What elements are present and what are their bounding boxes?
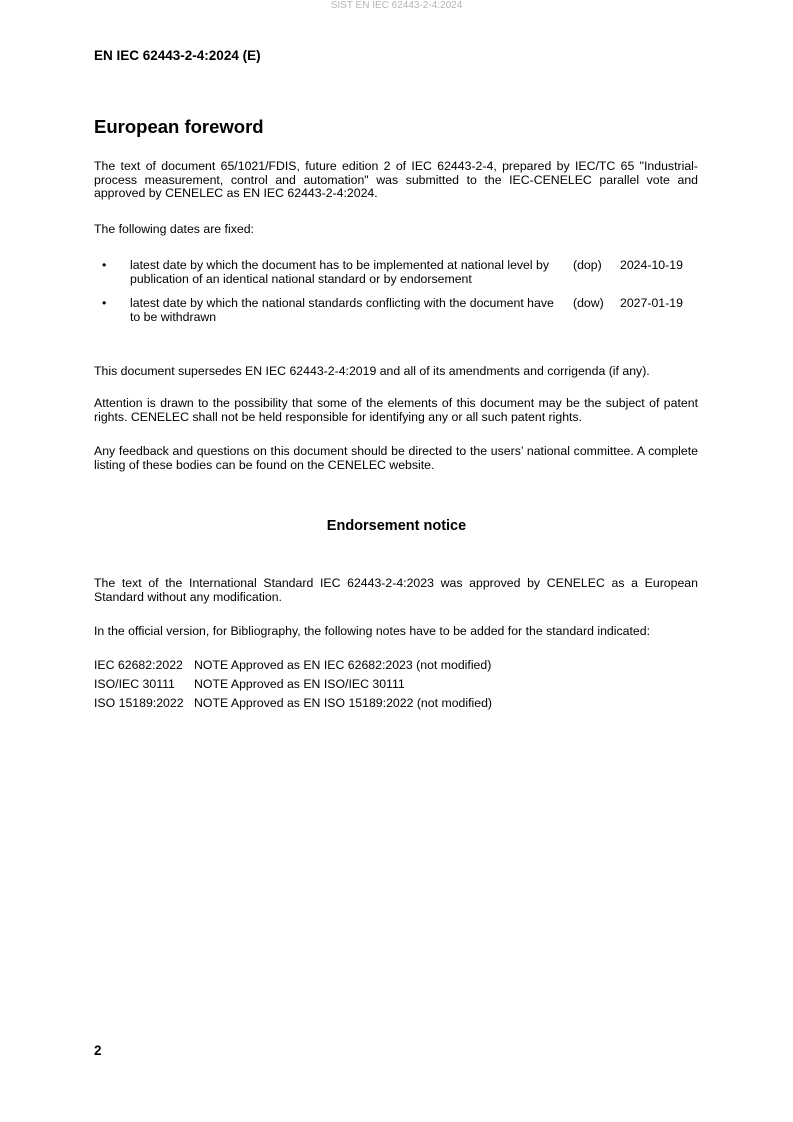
bibliography-note-text: NOTE Approved as EN IEC 62682:2023 (not modified) xyxy=(194,658,492,672)
bibliography-note-ref: ISO/IEC 30111 xyxy=(94,677,175,691)
bibliography-note xyxy=(94,658,491,672)
bibliography-note-ref: IEC 62682:2022 xyxy=(94,658,183,672)
bibliography-note-ref: ISO 15189:2022 xyxy=(94,696,184,710)
bibliography-intro-paragraph: In the official version, for Bibliography, the following notes have to be added for the standard indicated: xyxy=(94,624,650,638)
endorsement-paragraph: The text of the International Standard IEC 62443-2-4:2023 was approved by CENELEC as a European Standard without any modification. xyxy=(94,576,698,604)
date-item-text: latest date by which the document has to be implemented at national level by publication of an identical national standard or by endorsement xyxy=(130,258,550,286)
bibliography-note-text: NOTE Approved as EN ISO/IEC 30111 xyxy=(194,677,405,691)
bullet-icon: • xyxy=(102,258,107,272)
dates-intro-paragraph: The following dates are fixed: xyxy=(94,222,254,236)
bullet-icon: • xyxy=(102,296,107,310)
foreword-intro-paragraph: The text of document 65/1021/FDIS, future edition 2 of IEC 62443-2-4, prepared by IEC/TC 65 "Industrial-process measurement, control and automation" was submitted to the IEC-CENELEC parallel vote and approved by CENELEC as EN IEC 62443-2-4:2024. xyxy=(94,159,698,200)
date-item-code: (dop) xyxy=(573,258,602,272)
watermark: SIST EN IEC 62443-2-4:2024 xyxy=(330,0,463,11)
supersedes-paragraph: This document supersedes EN IEC 62443-2-4:2019 and all of its amendments and corrigenda (if any). xyxy=(94,364,650,378)
date-list-item-dop xyxy=(94,259,698,291)
bibliography-note xyxy=(94,677,405,691)
bibliography-note xyxy=(94,696,492,710)
date-list-item-dow xyxy=(94,297,698,329)
bibliography-note-text: NOTE Approved as EN ISO 15189:2022 (not modified) xyxy=(194,696,493,710)
date-item-date: 2024-10-19 xyxy=(620,258,683,272)
section-title-foreword: European foreword xyxy=(94,116,264,137)
document-id-header: EN IEC 62443-2-4:2024 (E) xyxy=(94,48,261,63)
feedback-paragraph: Any feedback and questions on this document should be directed to the users’ national committee. A complete listing of these bodies can be found on the CENELEC website. xyxy=(94,444,698,472)
section-title-endorsement: Endorsement notice xyxy=(326,518,467,534)
page-number: 2 xyxy=(94,1043,102,1058)
date-item-code: (dow) xyxy=(573,296,604,310)
patent-paragraph: Attention is drawn to the possibility that some of the elements of this document may be the subject of patent rights. CENELEC shall not be held responsible for identifying any or all such patent rights. xyxy=(94,396,698,424)
date-item-date: 2027-01-19 xyxy=(620,296,683,310)
date-item-text: latest date by which the national standards conflicting with the document have to be withdrawn xyxy=(130,296,554,324)
